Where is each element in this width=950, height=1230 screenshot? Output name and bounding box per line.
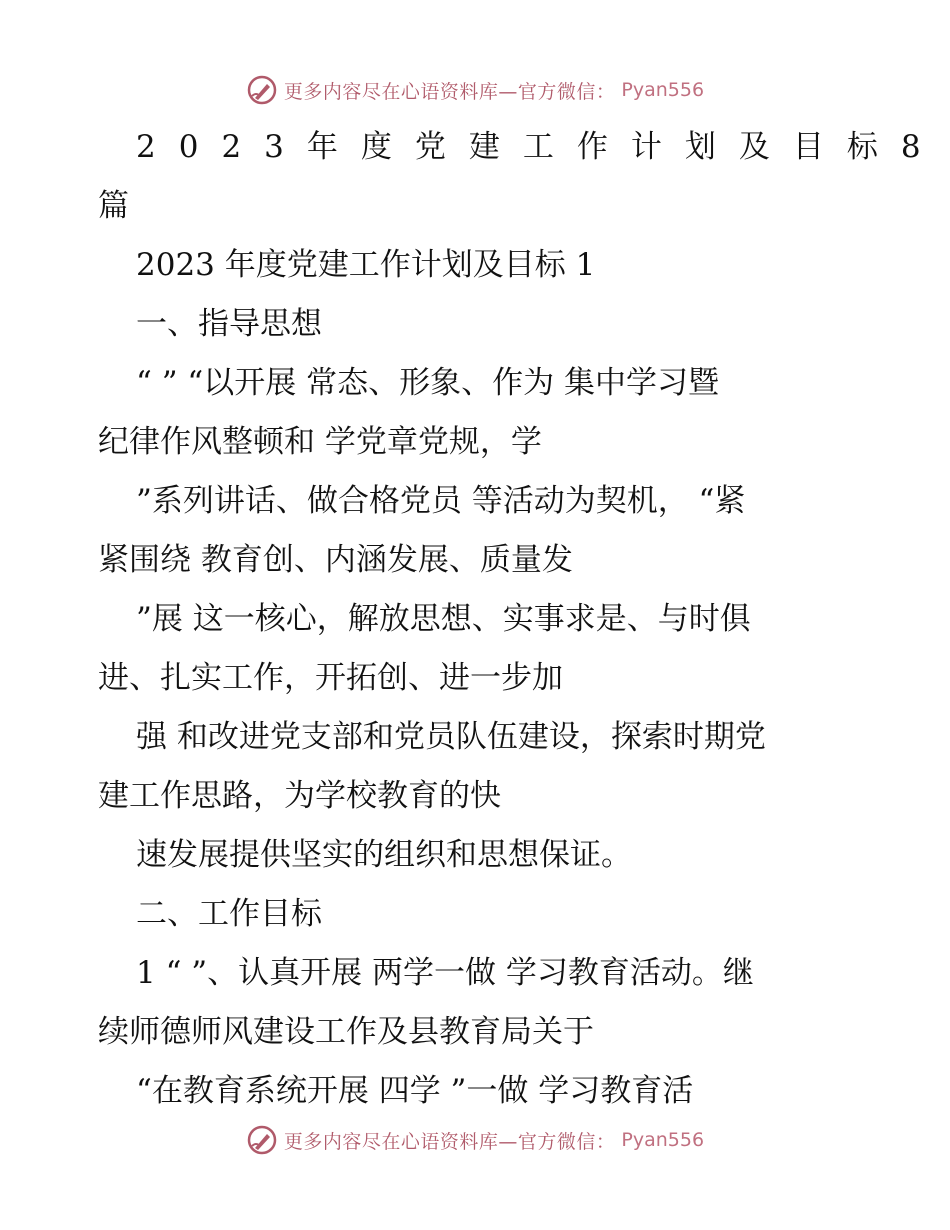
watermark-text: 更多内容尽在心语资料库—官方微信： (283, 1130, 616, 1153)
paragraph-line: 速发展提供坚实的组织和思想保证。 (136, 837, 632, 873)
paragraph-line: 进、扎实工作，开拓创、进一步加 (98, 660, 563, 696)
document-title-continued: 篇 (98, 188, 129, 224)
paragraph-line: 建工作思路，为学校教育的快 (98, 778, 501, 814)
paragraph-line: ”展 这一核心，解放思想、实事求是、与时俱 (136, 601, 751, 637)
subheading-work-goals: 二、工作目标 (136, 896, 322, 932)
subheading-guiding-ideology: 一、指导思想 (136, 306, 322, 342)
paragraph-line: “ ” “以开展 常态、形象、作为 集中学习暨 (136, 365, 719, 401)
watermark-wechat-id: Pyan556 (621, 1129, 705, 1151)
watermark-text: 更多内容尽在心语资料库—官方微信： (283, 80, 616, 103)
document-body (98, 118, 944, 1121)
paragraph-line: “在教育系统开展 四学 ”一做 学习教育活 (136, 1073, 694, 1109)
paragraph-line: 紧围绕 教育创、内涵发展、质量发 (98, 542, 573, 578)
paragraph-line: 强 和改进党支部和党员队伍建设，探索时期党 (136, 719, 766, 755)
paragraph-line: 1 “ ”、认真开展 两学一做 学习教育活动。继 (136, 955, 754, 991)
paragraph-line: 续师德师风建设工作及县教育局关于 (98, 1014, 594, 1050)
pen-logo-icon (246, 1124, 278, 1156)
watermark-header (0, 72, 950, 108)
pen-logo-icon (246, 74, 278, 106)
paragraph-line: ”系列讲话、做合格党员 等活动为契机， “紧 (136, 483, 746, 519)
section-heading: 2023 年度党建工作计划及目标 1 (136, 247, 596, 283)
paragraph-line: 纪律作风整顿和 学党章党规，学 (98, 424, 542, 460)
watermark-wechat-id: Pyan556 (621, 79, 705, 101)
watermark-footer (0, 1122, 950, 1158)
document-title: 2023年度党建工作计划及目标8 (136, 129, 944, 165)
